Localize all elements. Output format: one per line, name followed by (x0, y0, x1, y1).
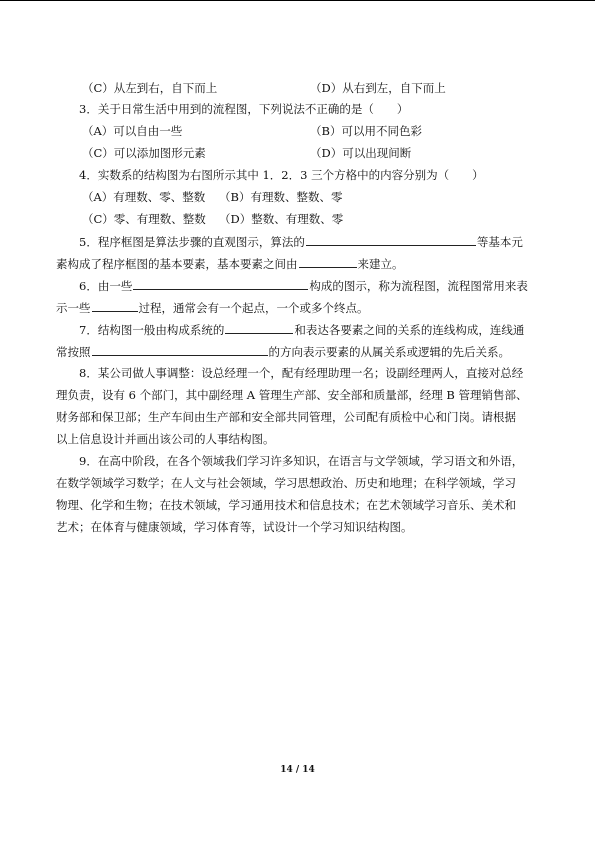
q8-line-2 (0, 386, 595, 404)
q7-text-2: 和表达各要素之间的关系的连线构成，连线通 (294, 323, 525, 337)
q6-text-1: 6．由一些 (79, 279, 133, 293)
q5-answer-blank-2[interactable] (299, 254, 357, 268)
q7-text-4: 的方向表示要素的从属关系或逻辑的先后关系。 (268, 345, 510, 359)
q9-text-1: 9．在高中阶段，在各个领域我们学习许多知识，在语言与文学领域，学习语文和外语， (79, 454, 524, 468)
q9-text-2: 在数学领域学习数学；在人文与社会领域，学习思想政治、历史和地理；在科学领域，学习 (56, 476, 516, 490)
q3-option-a: （A）可以自由一些 (82, 124, 183, 138)
q2-options-row (0, 79, 595, 97)
q9-line-4 (0, 518, 595, 536)
q4-options-row-2 (0, 210, 595, 228)
q3-options-row-2 (0, 144, 595, 162)
q9-text-4: 艺术；在体育与健康领域，学习体育等，试设计一个学习知识结构图。 (56, 520, 413, 534)
q7-answer-blank-1[interactable] (225, 320, 293, 334)
q5-text-2: 等基本元 (476, 235, 523, 249)
q5-line-2 (0, 254, 595, 272)
q4-option-d: （D）整数、有理数、零 (219, 212, 344, 226)
q4-option-c: （C）零、有理数、整数 (82, 212, 206, 226)
q8-text-1: 8．某公司做人事调整：设总经理一个，配有经理助理一名；设副经理两人，直接对总经 (79, 366, 524, 380)
q4-options-row-1 (0, 188, 595, 206)
q9-text-3: 物理、化学和生物；在技术领域，学习通用技术和信息技术；在艺术领域学习音乐、美术和 (56, 498, 516, 512)
q5-line-1 (0, 232, 595, 250)
q8-line-1 (0, 364, 595, 382)
q8-line-3 (0, 408, 595, 426)
q7-answer-blank-2[interactable] (92, 342, 268, 356)
q4-stem: 4．实数系的结构图为右图所示其中 1．2．3 三个方格中的内容分别为（ ） (79, 168, 484, 182)
q8-line-4 (0, 430, 595, 448)
q8-text-4: 以上信息设计并画出该公司的人事结构图。 (56, 432, 275, 446)
q3-stem-row (0, 100, 595, 118)
q3-option-c: （C）可以添加图形元素 (82, 146, 206, 160)
q7-text-3: 常按照 (56, 345, 91, 359)
q6-answer-blank-2[interactable] (92, 298, 138, 312)
q8-text-3: 财务部和保卫部；生产车间由生产部和安全部共同管理，公司配有质检中心和门岗。请根据 (56, 410, 516, 424)
q6-answer-blank-1[interactable] (133, 276, 308, 290)
q5-text-1: 5．程序框图是算法步骤的直观图示，算法的 (79, 235, 305, 249)
q2-option-d: （D）从右到左，自下而上 (310, 81, 446, 95)
q5-text-3: 素构成了程序框图的基本要素，基本要素之间由 (56, 257, 298, 271)
q3-option-d: （D）可以出现间断 (310, 146, 412, 160)
q6-text-3: 示一些 (56, 301, 91, 315)
q3-option-b: （B）可以用不同色彩 (310, 124, 422, 138)
q4-option-a: （A）有理数、零、整数 (82, 190, 206, 204)
q9-line-3 (0, 496, 595, 514)
page-number: 14 / 14 (280, 765, 315, 775)
q8-text-2: 理负责，设有 6 个部门，其中副经理 A 管理生产部、安全部和质量部，经理 B 管理销售部、 (56, 388, 528, 402)
q7-line-2 (0, 342, 595, 360)
q5-text-4: 来建立。 (357, 257, 404, 271)
q9-line-1 (0, 452, 595, 470)
q3-options-row-1 (0, 122, 595, 140)
q6-text-4: 过程，通常会有一个起点，一个或多个终点。 (138, 301, 369, 315)
q2-option-c: （C）从左到右，自下而上 (82, 81, 218, 95)
q3-stem: 3．关于日常生活中用到的流程图，下列说法不正确的是（ ） (79, 102, 409, 116)
q6-line-2 (0, 298, 595, 316)
q4-stem-row (0, 166, 595, 184)
top-rule (0, 0, 595, 1)
q6-text-2: 构成的图示，称为流程图，流程图常用来表 (309, 279, 528, 293)
q5-answer-blank-1[interactable] (306, 232, 476, 246)
q6-line-1 (0, 276, 595, 294)
q9-line-2 (0, 474, 595, 492)
q7-text-1: 7．结构图一般由构成系统的 (79, 323, 225, 337)
q4-option-b: （B）有理数、整数、零 (219, 190, 343, 204)
q7-line-1 (0, 320, 595, 338)
